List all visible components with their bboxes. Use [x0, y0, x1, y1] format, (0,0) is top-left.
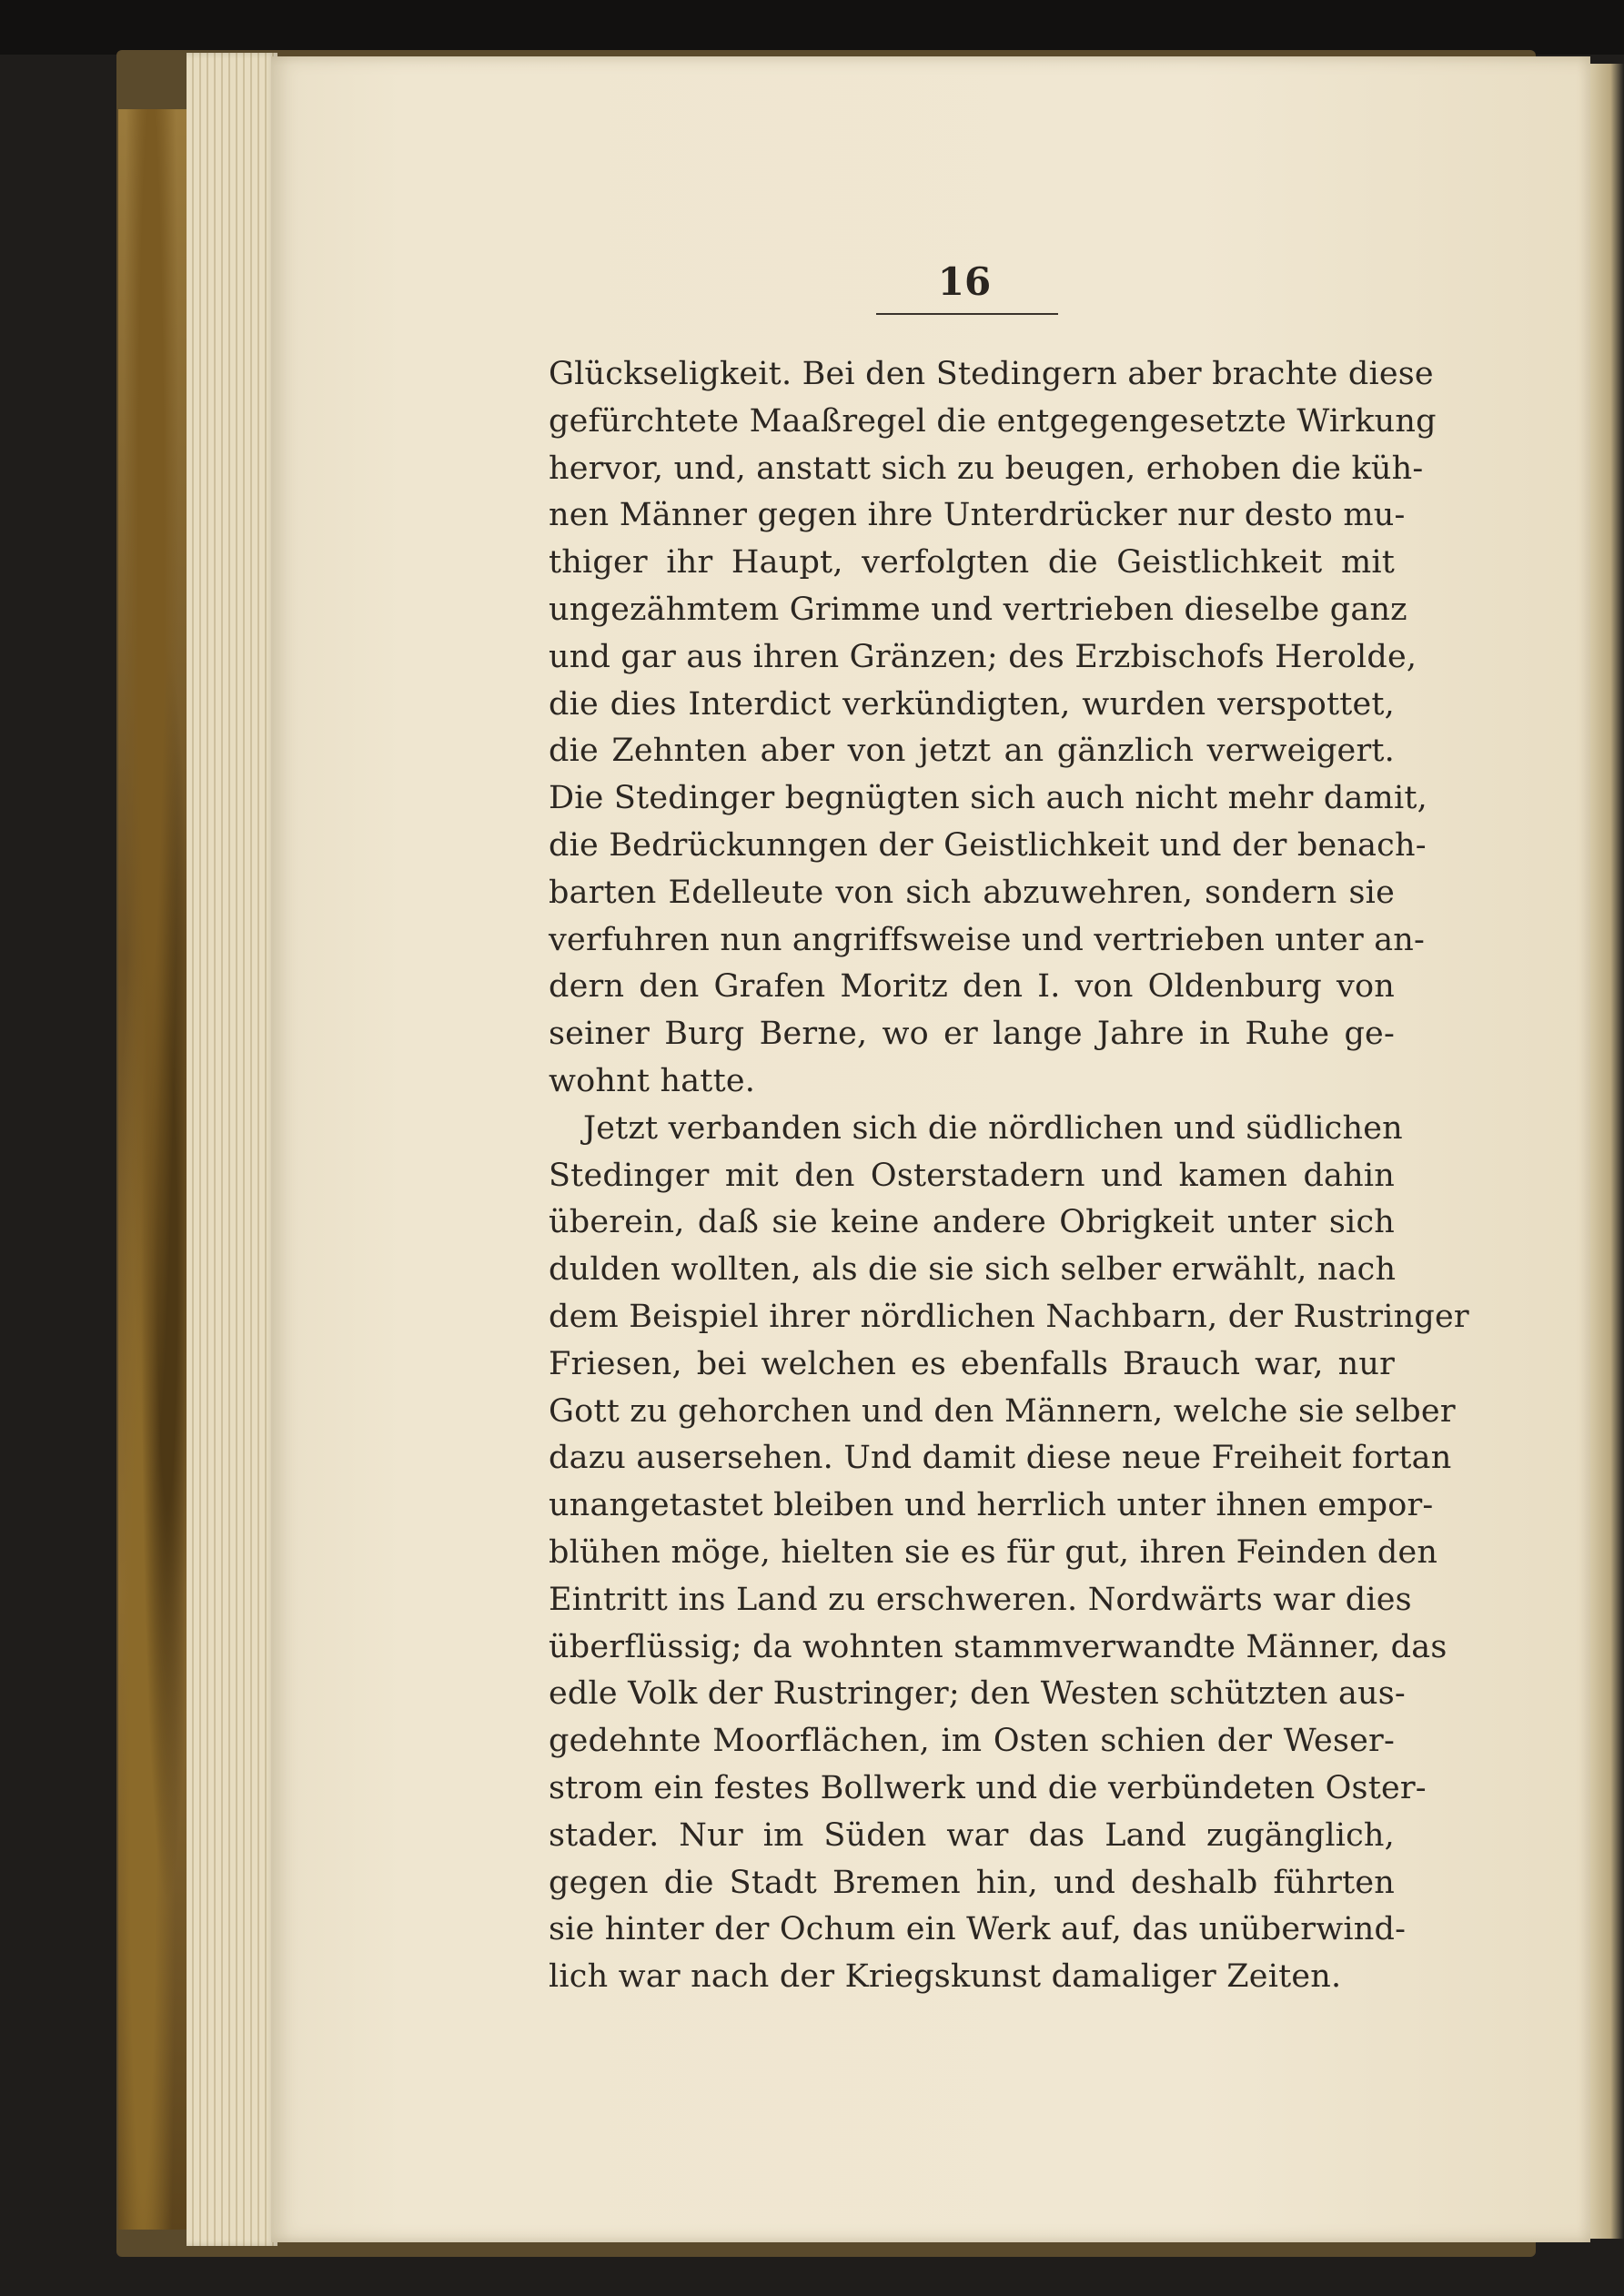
text-line: dern den Grafen Moritz den I. von Oldenburg von — [549, 968, 1395, 1006]
text-line: überflüssig; da wohnten stammverwandte Männer, das — [549, 1628, 1447, 1665]
text-line: dem Beispiel ihrer nördlichen Nachbarn, der Rustringer — [549, 1298, 1469, 1335]
text-line: Eintritt ins Land zu erschweren. Nordwärts war dies — [549, 1581, 1412, 1618]
text-line: überein, daß sie keine andere Obrigkeit unter sich — [549, 1204, 1395, 1241]
text-line: die Bedrückunngen der Geistlichkeit und der benach- — [549, 826, 1427, 864]
page-right-edge — [1590, 64, 1624, 2239]
text-line: Glückseligkeit. Bei den Stedingern aber brachte diese — [549, 356, 1434, 392]
text-line: lich war nach der Kriegskunst damaliger Zeiten. — [549, 1958, 1342, 1996]
text-line: Gott zu gehorchen und den Männern, welche sie selber — [549, 1392, 1456, 1430]
text-line: Friesen, bei welchen es ebenfalls Brauch war, nur — [549, 1345, 1395, 1382]
backdrop — [0, 0, 1624, 55]
text-line: barten Edelleute von sich abzuwehren, sondern sie — [549, 874, 1395, 911]
text-line: nen Männer gegen ihre Unterdrücker nur desto mu- — [549, 497, 1406, 534]
text-line: und gar aus ihren Gränzen; des Erzbischofs Herolde, — [549, 638, 1417, 675]
text-line: wohnt hatte. — [549, 1062, 756, 1099]
text-line: unangetastet bleiben und herrlich unter ihnen empor- — [549, 1487, 1434, 1524]
page-stack-edge — [187, 53, 277, 2246]
text-line: blühen möge, hielten sie es für gut, ihren Feinden den — [549, 1533, 1438, 1571]
text-line: edle Volk der Rustringer; den Westen schützten aus- — [549, 1675, 1406, 1713]
text-line: die Zehnten aber von jetzt an gänzlich verweigert. — [549, 733, 1395, 770]
text-line: gefürchtete Maaßregel die entgegengesetzte Wirkung — [549, 402, 1437, 440]
text-line: dazu ausersehen. Und damit diese neue Freiheit fortan — [549, 1440, 1452, 1477]
text-line: hervor, und, anstatt sich zu beugen, erhoben die küh- — [549, 450, 1424, 487]
text-line: Die Stedinger begnügten sich auch nicht mehr damit, — [549, 780, 1427, 817]
text-line: strom ein festes Bollwerk und die verbündeten Oster- — [549, 1769, 1427, 1806]
text-line: Jetzt verbanden sich die nördlichen und südlichen — [583, 1109, 1403, 1147]
text-line: sie hinter der Ochum ein Werk auf, das unüberwind- — [549, 1911, 1407, 1948]
text-line: stader. Nur im Süden war das Land zugänglich, — [549, 1816, 1395, 1854]
text-line: seiner Burg Berne, wo er lange Jahre in Ruhe ge- — [549, 1016, 1395, 1053]
text-line: thiger ihr Haupt, verfolgten die Geistlichkeit mit — [549, 544, 1395, 582]
text-line: gedehnte Moorflächen, im Osten schien der Weser- — [549, 1723, 1395, 1760]
text-line: die dies Interdict verkündigten, wurden verspottet, — [549, 685, 1395, 723]
text-line: ungezähmtem Grimme und vertrieben dieselbe ganz — [549, 591, 1407, 628]
text-line: Stedinger mit den Osterstadern und kamen dahin — [549, 1157, 1395, 1194]
page-number-rule — [876, 313, 1058, 315]
text-line: dulden wollten, als die sie sich selber erwählt, nach — [549, 1251, 1397, 1289]
text-line: gegen die Stadt Bremen hin, und deshalb führten — [549, 1864, 1395, 1901]
body-text — [549, 351, 1469, 2001]
page-number: 16 — [937, 259, 992, 304]
text-line: verfuhren nun angriffsweise und vertrieben unter an- — [549, 921, 1426, 958]
